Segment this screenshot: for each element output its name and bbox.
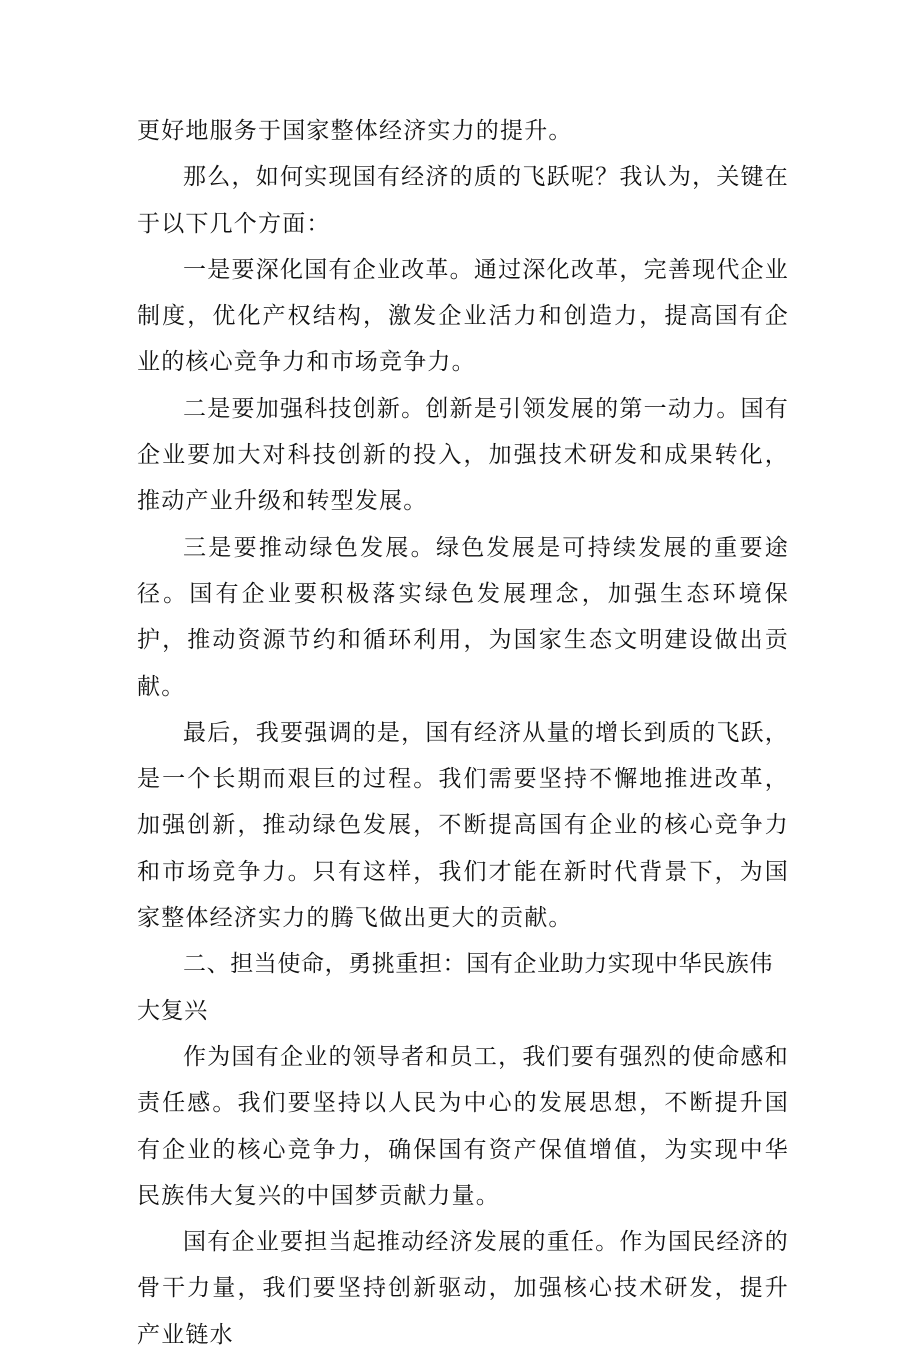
- paragraph-point-three: 三是要推动绿色发展。绿色发展是可持续发展的重要途径。国有企业要积极落实绿色发展理念，加强生态环境保护，推动资源节约和循环利用，为国家生态文明建设做出贡献。: [137, 534, 789, 700]
- document-body: [137, 108, 789, 1358]
- paragraph-responsibility: 国有企业要担当起推动经济发展的重任。作为国民经济的骨干力量，我们要坚持创新驱动，加强核心技术研发，提升产业链水: [137, 1229, 789, 1348]
- section-heading: 二、担当使命，勇挑重担：国有企业助力实现中华民族伟大复兴: [137, 951, 773, 1024]
- paragraph-continuation: 更好地服务于国家整体经济实力的提升。: [137, 118, 573, 144]
- paragraph-mission: 作为国有企业的领导者和员工，我们要有强烈的使命感和责任感。我们要坚持以人民为中心的发展思想，不断提升国有企业的核心竞争力，确保国有资产保值增值，为实现中华民族伟大复兴的中国梦贡献力量。: [137, 1043, 789, 1209]
- paragraph-point-two: 二是要加强科技创新。创新是引领发展的第一动力。国有企业要加大对科技创新的投入，加强技术研发和成果转化，推动产业升级和转型发展。: [137, 395, 789, 515]
- paragraph-question: 那么，如何实现国有经济的质的飞跃呢？我认为，关键在于以下几个方面：: [137, 164, 789, 237]
- paragraph-point-one: 一是要深化国有企业改革。通过深化改革，完善现代企业制度，优化产权结构，激发企业活力和创造力，提高国有企业的核心竞争力和市场竞争力。: [137, 256, 789, 376]
- paragraph-conclusion: 最后，我要强调的是，国有经济从量的增长到质的飞跃，是一个长期而艰巨的过程。我们需要坚持不懈地推进改革，加强创新，推动绿色发展，不断提高国有企业的核心竞争力和市场竞争力。只有这样，我们才能在新时代背景下，为国家整体经济实力的腾飞做出更大的贡献。: [137, 719, 789, 932]
